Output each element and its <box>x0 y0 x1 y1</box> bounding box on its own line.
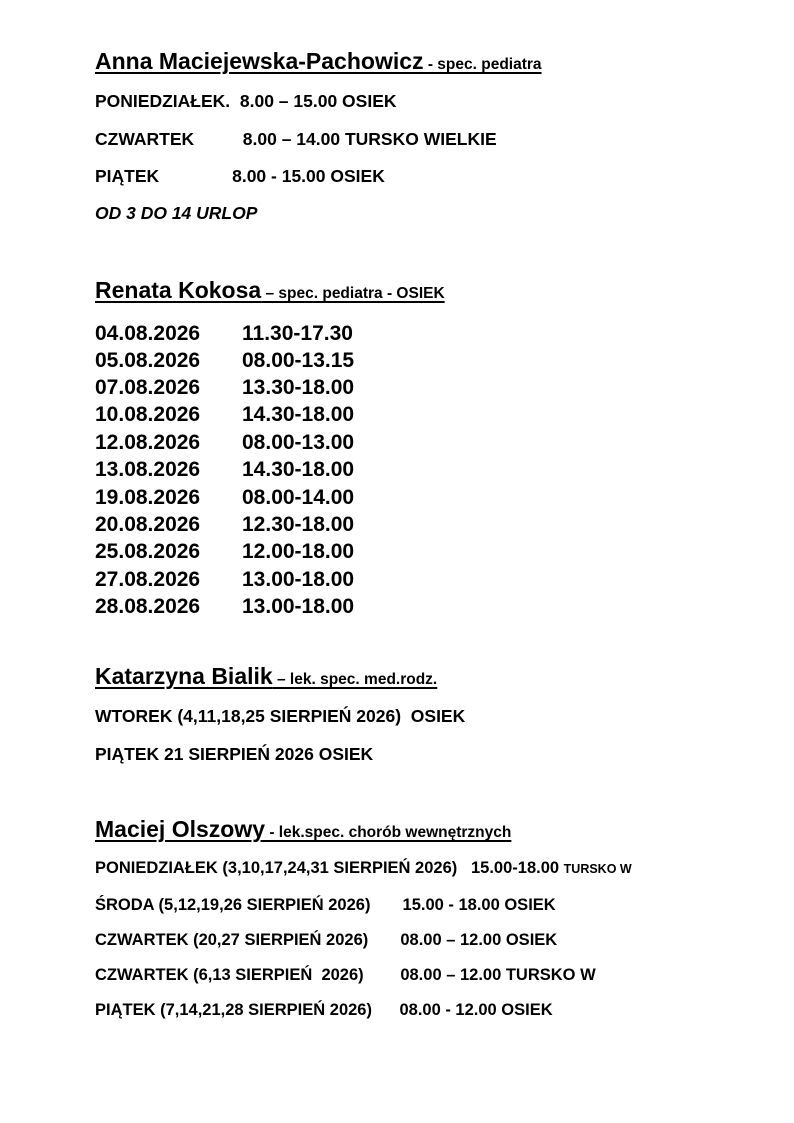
doctor-specialty: – spec. pediatra - OSIEK <box>261 285 445 302</box>
schedule-date: 27.08.2026 <box>95 568 201 591</box>
schedule-row <box>95 376 354 400</box>
schedule-date: 05.08.2026 <box>95 349 201 372</box>
schedule-time: 13.30-18.00 <box>242 376 355 399</box>
schedule-time: 08.00-13.00 <box>242 431 355 454</box>
schedule-row <box>95 540 354 564</box>
schedule-line: PIĄTEK 8.00 - 15.00 OSIEK <box>95 166 385 186</box>
schedule-row <box>95 349 354 373</box>
schedule-date: 13.08.2026 <box>95 458 201 481</box>
schedule-date: 04.08.2026 <box>95 322 201 345</box>
doctor-name: Maciej Olszowy <box>95 816 266 842</box>
schedule-row <box>95 431 354 455</box>
doctor-heading <box>95 48 542 75</box>
doctor-section-olszowy <box>95 816 785 1019</box>
schedule-row <box>95 486 354 510</box>
schedule-time: 12.30-18.00 <box>242 513 355 536</box>
schedule-date: 25.08.2026 <box>95 540 201 563</box>
schedule-line: PIĄTEK (7,14,21,28 SIERPIEŃ 2026) 08.00 - 12.00 OSIEK <box>95 1001 553 1019</box>
schedule-time: 11.30-17.30 <box>242 322 353 345</box>
schedule-time: 14.30-18.00 <box>242 403 355 426</box>
doctor-heading <box>95 663 437 690</box>
schedule-row <box>95 403 354 427</box>
schedule-line: ŚRODA (5,12,19,26 SIERPIEŃ 2026) 15.00 - 18.00 OSIEK <box>95 896 556 914</box>
schedule-time: 08.00-13.15 <box>242 349 355 372</box>
doctor-heading <box>95 277 445 304</box>
doctor-section-kokosa <box>95 277 785 618</box>
schedule-time: 12.00-18.00 <box>242 540 355 563</box>
doctor-name: Anna Maciejewska-Pachowicz <box>95 48 424 74</box>
vacation-note: OD 3 DO 14 URLOP <box>95 203 258 223</box>
schedule-date: 12.08.2026 <box>95 431 201 454</box>
schedule-row <box>95 513 354 537</box>
schedule-line-location: TURSKO W <box>563 862 632 876</box>
schedule-line: PONIEDZIAŁEK. 8.00 – 15.00 OSIEK <box>95 91 397 111</box>
schedule-line: WTOREK (4,11,18,25 SIERPIEŃ 2026) OSIEK <box>95 706 466 726</box>
schedule-row <box>95 322 353 346</box>
schedule-time: 14.30-18.00 <box>242 458 355 481</box>
schedule-time: 08.00-14.00 <box>242 486 355 509</box>
schedule-line: CZWARTEK 8.00 – 14.00 TURSKO WIELKIE <box>95 129 497 149</box>
schedule-date: 19.08.2026 <box>95 486 201 509</box>
doctor-specialty: - lek.spec. chorób wewnętrznych <box>265 824 512 841</box>
schedule-line-main: PONIEDZIAŁEK (3,10,17,24,31 SIERPIEŃ 2026) 15.00-18.00 <box>95 859 564 877</box>
schedule-time: 13.00-18.00 <box>242 568 355 591</box>
schedule-date: 20.08.2026 <box>95 513 201 536</box>
schedule-line: CZWARTEK (20,27 SIERPIEŃ 2026) 08.00 – 12.00 OSIEK <box>95 931 558 949</box>
schedule-time: 13.00-18.00 <box>242 595 355 618</box>
schedule-line: PIĄTEK 21 SIERPIEŃ 2026 OSIEK <box>95 744 374 764</box>
schedule-date: 10.08.2026 <box>95 403 201 426</box>
doctor-section-bialik <box>95 663 785 764</box>
schedule-date: 07.08.2026 <box>95 376 201 399</box>
doctor-section-maciejewska <box>95 48 785 223</box>
doctor-specialty: – lek. spec. med.rodz. <box>272 671 438 688</box>
schedule-row <box>95 568 354 592</box>
schedule-line: CZWARTEK (6,13 SIERPIEŃ 2026) 08.00 – 12.00 TURSKO W <box>95 966 596 984</box>
schedule-row <box>95 458 354 482</box>
schedule-line <box>95 859 632 878</box>
doctor-name: Renata Kokosa <box>95 277 262 303</box>
doctor-specialty: - spec. pediatra <box>423 56 542 73</box>
schedule-row <box>95 595 354 619</box>
doctor-name: Katarzyna Bialik <box>95 663 273 689</box>
schedule-date: 28.08.2026 <box>95 595 201 618</box>
doctor-heading <box>95 816 511 843</box>
